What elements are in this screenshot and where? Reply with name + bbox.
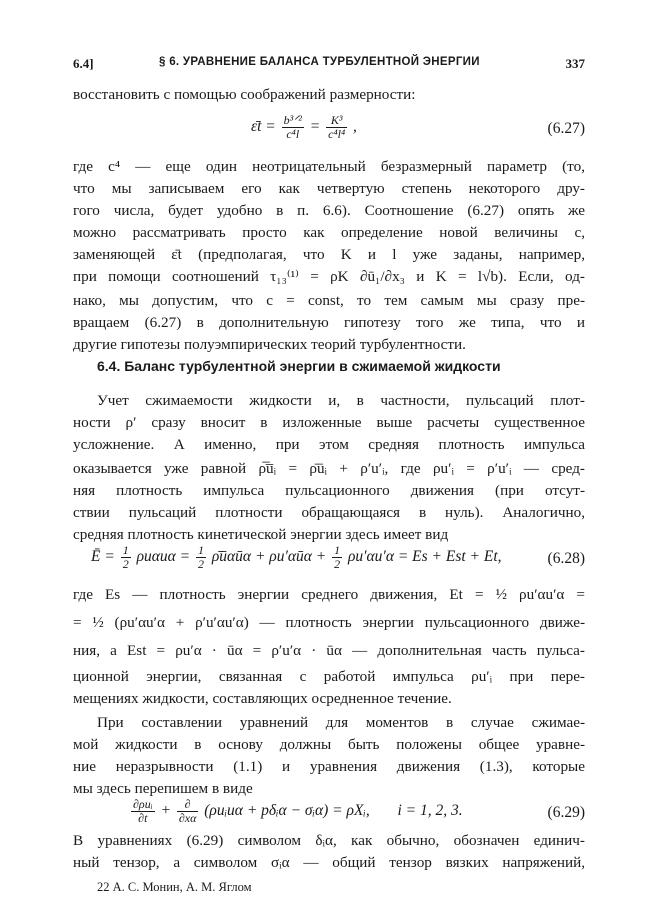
text-line: ционной энергии, связанная с работой импульса ρu′ᵢ при пере- — [73, 668, 585, 685]
frac-denominator: ∂t — [138, 811, 148, 825]
frac-numerator: 1 — [334, 543, 341, 557]
text-line: Учет сжимаемости жидкости и, в частности, пульсаций плот- — [97, 392, 585, 409]
eq-lhs: Ē = — [91, 548, 115, 566]
eq-index-range: i = 1, 2, 3. — [397, 802, 463, 820]
eq-plus: + — [160, 802, 171, 820]
text-line: мещениях жидкости, составляющих осредненное течение. — [73, 690, 452, 707]
frac-numerator: K³ — [326, 114, 347, 128]
equation-6-28 — [73, 540, 585, 576]
equation-6-27 — [73, 110, 585, 146]
frac-numerator: 1 — [122, 543, 129, 557]
eq-term: ρ̄ūαūα + ρu′αūα + — [211, 548, 327, 566]
eq-body: (ρuᵢuα + pδᵢα − σᵢα) = ρXᵢ, — [204, 802, 370, 820]
text-line: ствии пульсаций плотности обращающаяся в нуль). Аналогично, — [73, 504, 585, 521]
fraction — [131, 798, 155, 825]
text-line: = ½ (ρu′αu′α + ρ′u′αu′α) — плотность энергии пульсационного движе- — [73, 614, 585, 631]
text-line: где c⁴ — еще один неотрицательный безразмерный параметр (то, — [73, 158, 585, 175]
frac-denominator: c⁴l — [286, 127, 300, 141]
header-title: § 6. УРАВНЕНИЕ БАЛАНСА ТУРБУЛЕНТНОЙ ЭНЕРГИИ — [159, 56, 480, 68]
eq-term: ρu′αu′α = Es + Est + Et, — [347, 548, 502, 566]
page-number: 337 — [565, 56, 585, 71]
frac-denominator: 2 — [197, 557, 204, 571]
eq-term: ρuαuα = — [136, 548, 191, 566]
frac-denominator: ∂xα — [178, 811, 197, 825]
fraction — [177, 798, 199, 825]
text-line: ния, а Est = ρu′α · ūα = ρ′u′α · ūα — дополнительная часть пульса- — [73, 642, 585, 659]
equation-6-29 — [73, 794, 585, 830]
text-line: При составлении уравнений для моментов в случае сжимае- — [97, 714, 585, 731]
text-line: оказывается уже равной ρ̅u̅ᵢ = ρ̄ūᵢ + ρ′u′ᵢ, где ρu′ᵢ = ρ′u′ᵢ — сред- — [73, 460, 585, 477]
text-line: другие гипотезы полуэмпирических теорий турбулентности. — [73, 336, 466, 353]
header-section-number: 6.4] — [73, 56, 94, 71]
text-line: восстановить с помощью соображений размерности: — [73, 86, 416, 103]
fraction — [326, 114, 347, 141]
text-line: ный тензор, а символом σᵢα — общий тензор вязких напряжений, — [73, 854, 585, 871]
text-line: что мы записываем его как четвертую степень некоторого дру- — [73, 180, 585, 197]
running-header — [73, 56, 585, 76]
frac-numerator: ∂ρuᵢ — [133, 797, 153, 811]
text-line: В уравнениях (6.29) символом δᵢα, как обычно, обозначен единич- — [73, 832, 585, 849]
fraction-half — [196, 544, 206, 571]
equation-number: (6.28) — [547, 550, 585, 567]
eq-tail: , — [353, 118, 357, 136]
fraction — [282, 114, 304, 141]
text-line: при помощи соотношений τ₁₃⁽¹⁾ = ρK ∂ū₁/∂x₃ и K = l√b). Если, од- — [73, 268, 585, 285]
equation-number: (6.29) — [547, 804, 585, 821]
text-line: нако, мы допустим, что c = const, то тем самым мы сразу пре- — [73, 292, 585, 309]
eq-equals: = — [309, 118, 321, 136]
frac-denominator: 2 — [122, 557, 129, 571]
text-line: усложнение. А именно, при этом средняя плотность импульса — [73, 436, 585, 453]
text-line: ности ρ′ сразу вносит в изложенные выше расчеты существенное — [73, 414, 585, 431]
text-line: няя плотность импульса пульсационного движения (при отсут- — [73, 482, 585, 499]
equation-number: (6.27) — [547, 120, 585, 137]
frac-numerator: b³ᐟ² — [283, 113, 302, 127]
frac-denominator: 2 — [334, 557, 341, 571]
eq-lhs: ε̄t = — [251, 118, 276, 136]
text-line: средняя плотность кинетической энергии здесь имеет вид — [73, 526, 449, 543]
text-line: вращаем (6.27) в дополнительную гипотезу того же типа, что и — [73, 314, 585, 331]
text-line: где Es — плотность энергии среднего движения, Et = ½ ρu′αu′α = — [73, 586, 585, 603]
section-heading: 6.4. Баланс турбулентной энергии в сжимаемой жидкости — [97, 358, 501, 374]
text-line: мы здесь перепишем в виде — [73, 780, 253, 797]
text-line: гого числа, будет удобно в п. 6.6). Соотношение (6.27) опять же — [73, 202, 585, 219]
fraction-half — [332, 544, 342, 571]
text-line: можно рассматривать просто как определение новой величины c, — [73, 224, 585, 241]
text-line: ние неразрывности (1.1) и уравнения движения (1.3), которые — [73, 758, 585, 775]
text-line: мой жидкости в основу должны быть положены общее уравне- — [73, 736, 585, 753]
text-line: заменяющей ε̄t (предполагая, что K и l уже заданы, например, — [73, 246, 585, 263]
frac-numerator: 1 — [197, 543, 204, 557]
footer-signature: 22 А. С. Монин, А. М. Яглом — [97, 880, 252, 894]
fraction-half — [121, 544, 131, 571]
frac-numerator: ∂ — [177, 798, 199, 812]
frac-denominator: c⁴l⁴ — [328, 127, 346, 141]
